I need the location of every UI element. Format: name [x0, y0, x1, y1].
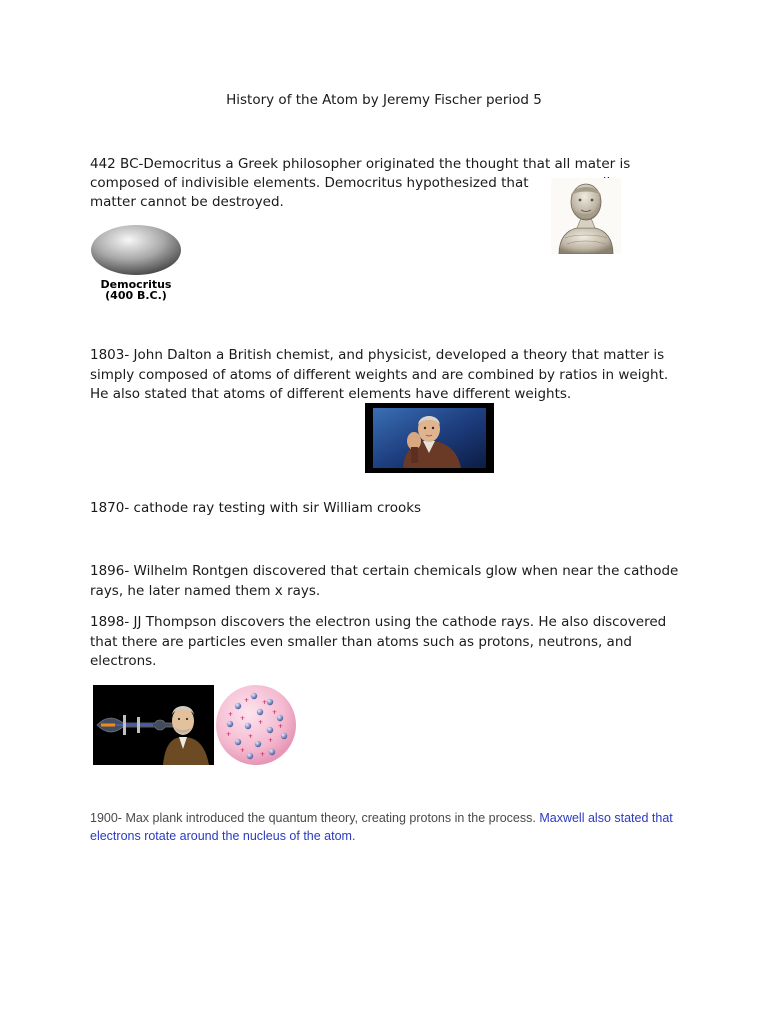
- svg-text:+: +: [260, 751, 266, 758]
- democritus-bust-image: [551, 178, 621, 254]
- democritus-figure-date: (400 B.C.): [105, 289, 167, 302]
- svg-text:+: +: [248, 733, 254, 740]
- dalton-portrait-image: [365, 403, 494, 473]
- svg-text:+: +: [278, 723, 284, 730]
- plum-pudding-model-image: [214, 684, 298, 766]
- planck-paragraph: [90, 809, 680, 845]
- svg-text:+: +: [240, 715, 246, 722]
- document-title: History of the Atom by Jeremy Fischer period 5: [226, 92, 542, 108]
- thomson-paragraph: 1898- JJ Thompson discovers the electron using the cathode rays. He also discovered that there are particles even smaller than atoms such as protons, neutrons, and electrons.: [90, 614, 667, 669]
- svg-text:+: +: [262, 699, 268, 706]
- democritus-figure-label: Democritus: [100, 278, 172, 291]
- thomson-cathode-tube-image: [93, 685, 214, 765]
- democritus-atom-sphere: [90, 224, 182, 276]
- planck-text: 1900- Max plank introduced the quantum theory, creating protons in the process.: [90, 811, 540, 825]
- democritus-line-1: 442 BC-Democritus a Greek philosopher originated the thought that all mater is: [90, 156, 631, 172]
- democritus-line-3: matter cannot be destroyed.: [90, 194, 284, 210]
- svg-text:+: +: [268, 737, 274, 744]
- svg-text:+: +: [240, 747, 246, 754]
- svg-text:+: +: [258, 719, 264, 726]
- svg-text:+: +: [226, 731, 232, 738]
- rontgen-paragraph: 1896- Wilhelm Rontgen discovered that certain chemicals glow when near the cathode rays, he later named them x rays.: [90, 563, 679, 599]
- maxwell-text: Maxwell also stated that electrons rotate around the nucleus of the atom.: [90, 811, 673, 843]
- svg-text:+: +: [272, 709, 278, 716]
- svg-text:+: +: [244, 697, 250, 704]
- democritus-line-2a: composed of indivisible elements. Democritus hypothesized that: [90, 175, 529, 191]
- dalton-paragraph: 1803- John Dalton a British chemist, and physicist, developed a theory that matter is simply composed of atoms of different weights and are combined by ratios in weight. He also stated that atoms of different elements have different weights.: [90, 347, 669, 402]
- svg-text:+: +: [228, 711, 234, 718]
- cathode-paragraph: 1870- cathode ray testing with sir William crooks: [90, 500, 422, 516]
